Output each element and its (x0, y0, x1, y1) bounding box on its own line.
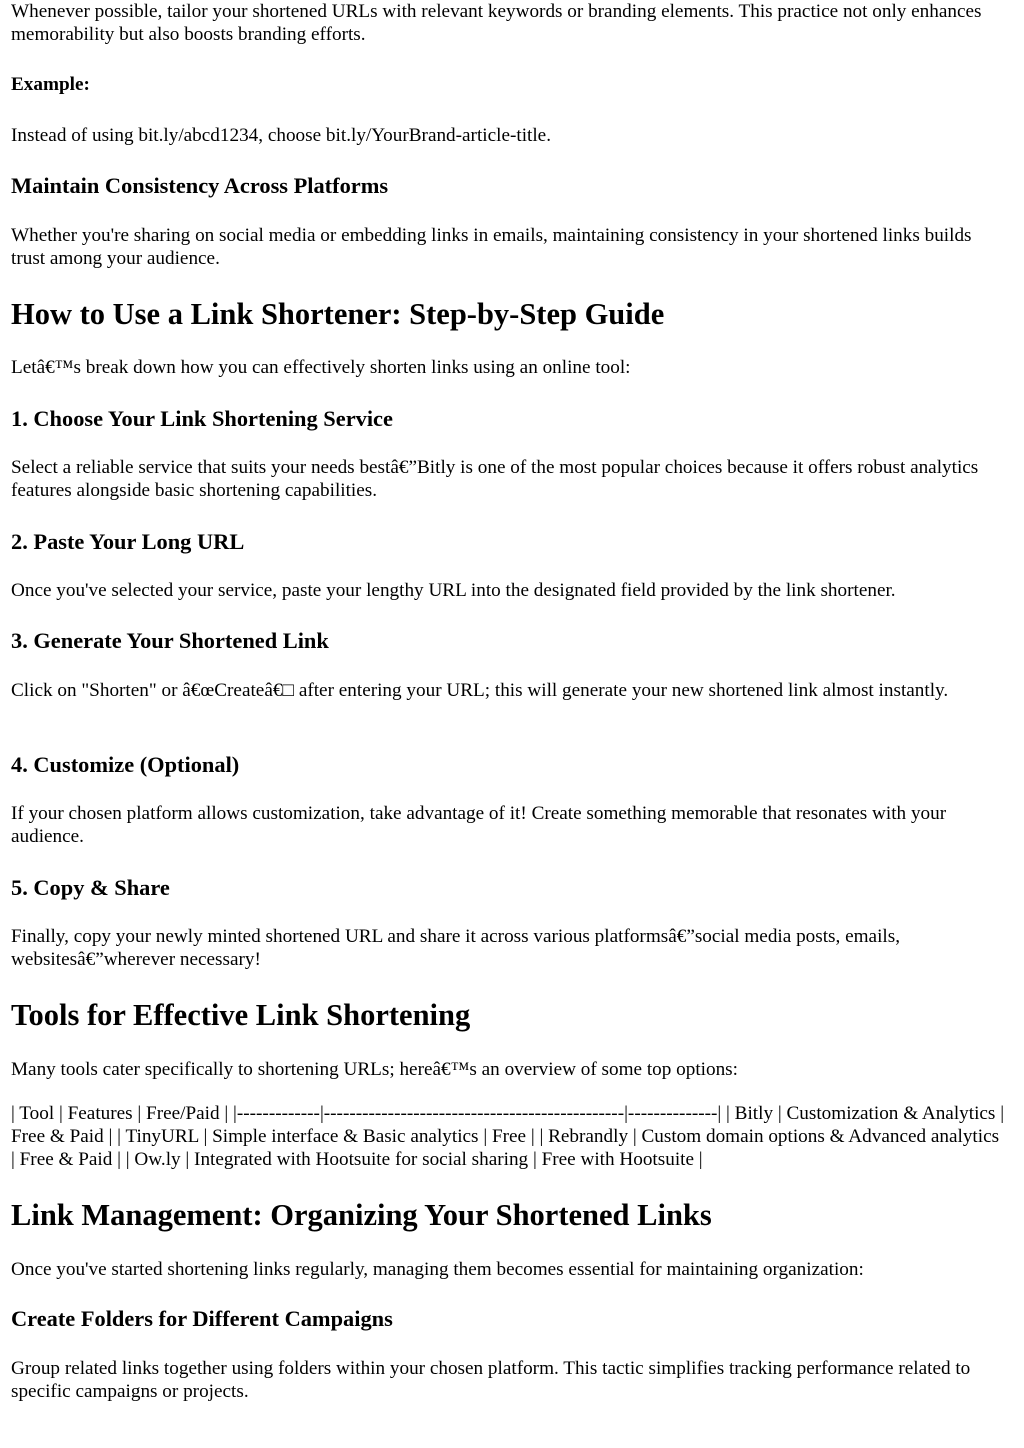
paragraph-step-3: Click on "Shorten" or â€œCreateâ€□ after entering your URL; this will generate your new shortened link almost instantly. (11, 680, 949, 701)
heading-step-3: 3. Generate Your Shortened Link (11, 628, 329, 653)
paragraph-create-folders: Group related links together using folders within your chosen platform. This tactic simplifies tracking performance related to specific campaigns or projects. (11, 1358, 971, 1402)
heading-step-5: 5. Copy & Share (11, 875, 170, 900)
heading-tools: Tools for Effective Link Shortening (11, 998, 471, 1032)
paragraph-how-to-intro: Letâ€™s break down how you can effectively shorten links using an online tool: (11, 357, 631, 378)
paragraph-step-4: If your chosen platform allows customization, take advantage of it! Create something memorable that resonates with your audience. (11, 803, 947, 847)
heading-step-4: 4. Customize (Optional) (11, 752, 240, 777)
paragraph-step-1: Select a reliable service that suits your needs bestâ€”Bitly is one of the most popular choices because it offers robust analytics features alongside basic shortening capabilities. (11, 457, 979, 501)
heading-step-2: 2. Paste Your Long URL (11, 529, 245, 554)
paragraph-link-management: Once you've started shortening links regularly, managing them becomes essential for maintaining organization: (11, 1259, 864, 1280)
heading-maintain-consistency: Maintain Consistency Across Platforms (11, 173, 389, 198)
heading-create-folders: Create Folders for Different Campaigns (11, 1306, 393, 1331)
paragraph-step-2: Once you've selected your service, paste your lengthy URL into the designated field provided by the link shortener. (11, 580, 896, 601)
heading-how-to-use: How to Use a Link Shortener: Step-by-Step Guide (11, 297, 665, 331)
paragraph-consistency: Whether you're sharing on social media or embedding links in emails, maintaining consistency in your shortened links builds trust among your audience. (11, 225, 972, 269)
paragraph-example: Instead of using bit.ly/abcd1234, choose bit.ly/YourBrand-article-title. (11, 125, 551, 146)
paragraph-branding-tip: Whenever possible, tailor your shortened URLs with relevant keywords or branding elements. This practice not only enhances memorability but also boosts branding efforts. (11, 1, 982, 45)
heading-step-1: 1. Choose Your Link Shortening Service (11, 406, 393, 431)
paragraph-tools-table-markdown: | Tool | Features | Free/Paid | |-------------|-----------------------------------------------|--------------| | Bitly | Customization & Analytics | Free & Paid | | TinyURL | Simple interface & Basic analytics | Free | | Rebrandly | Custom domain options & Advanced analytics | Free & Paid | | Ow.ly | Integrated with Hootsuite for social sharing | Free with Hootsuite | (11, 1103, 1005, 1170)
example-label: Example: (11, 74, 90, 95)
paragraph-step-5: Finally, copy your newly minted shortened URL and share it across various platformsâ€”social media posts, emails, websitesâ€”wherever necessary! (11, 926, 900, 970)
heading-link-management: Link Management: Organizing Your Shortened Links (11, 1198, 712, 1232)
paragraph-tools-intro: Many tools cater specifically to shortening URLs; hereâ€™s an overview of some top options: (11, 1059, 738, 1080)
